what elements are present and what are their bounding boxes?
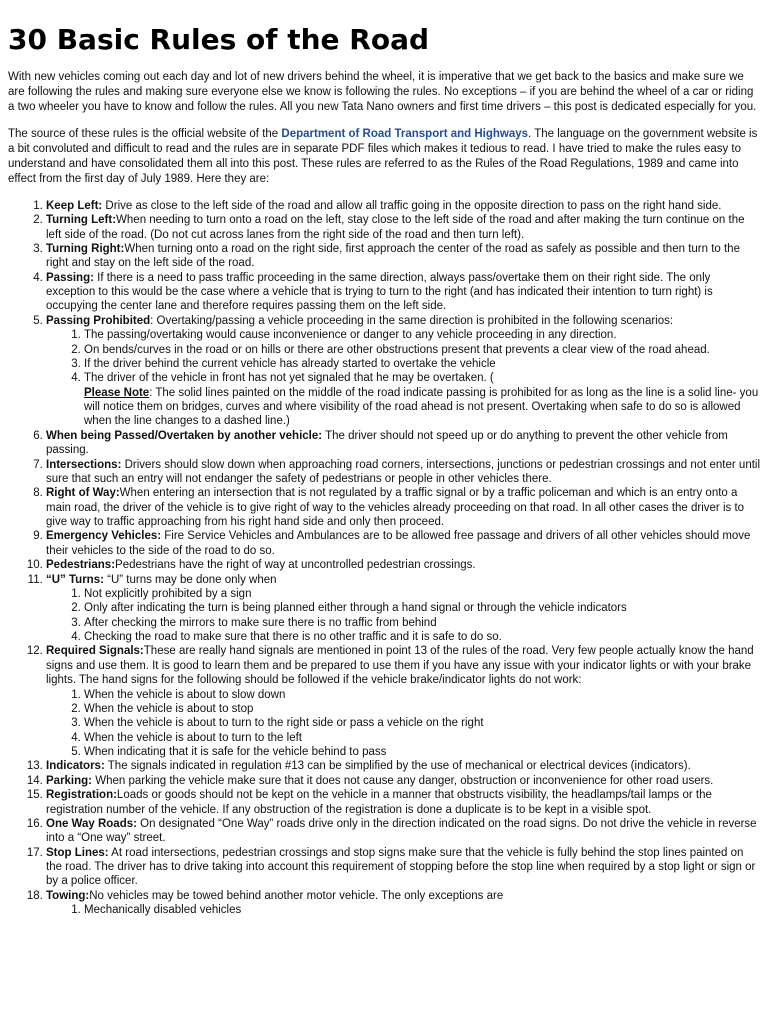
rule-sublist (46, 328, 760, 429)
rule-label: Turning Left: (46, 214, 117, 227)
rule-subitem-text: The passing/overtaking would cause inconvenience or danger to any vehicle proceeding in any direction. (84, 329, 617, 342)
rule-item (46, 644, 760, 759)
rule-subitem (84, 716, 760, 730)
rule-text: No vehicles may be towed behind another motor vehicle. The only exceptions are (89, 889, 504, 902)
rule-text: When entering an intersection that is not regulated by a traffic signal or by a traffic policeman and which is an entry onto a main road, the driver of the vehicle is to give right of way to the vehicles already proceeding on that road. In all other cases the driver is to give way to traffic approaching from his right hand side and only then proceed. (46, 487, 745, 528)
rule-item (46, 213, 760, 242)
rule-subitem (84, 616, 760, 630)
rule-subitem (84, 371, 760, 429)
rule-text: Drive as close to the left side of the road and allow all traffic going in the opposite direction to pass on the right hand side. (102, 199, 722, 212)
rule-item (46, 846, 760, 889)
rule-item (46, 242, 760, 271)
rule-item (46, 486, 760, 529)
rule-subitem-text: On bends/curves in the road or on hills or there are other obstructions present that prevents a clear view of the road ahead. (84, 343, 710, 356)
rule-text: Drivers should slow down when approaching road corners, intersections, junctions or pedestrian crossings and not enter until sure that such an entry will not endanger the safety of pedestrians or people in other vehicles there. (46, 458, 761, 485)
rule-subitem-text: When the vehicle is about to stop (84, 702, 254, 715)
rule-label: Stop Lines: (46, 846, 109, 859)
rule-item (46, 788, 760, 817)
rule-text: The driver should not speed up or do anything to prevent the other vehicle from passing. (46, 429, 728, 457)
rule-subitem-text: When the vehicle is about to turn to the right side or pass a vehicle on the right (84, 717, 484, 730)
rule-text: : Overtaking/passing a vehicle proceeding in the same direction is prohibited in the following scenarios: (150, 314, 674, 327)
rule-subitem (84, 630, 760, 644)
rule-text: When turning onto a road on the right side, first approach the center of the road as safely as possible and then turn to the right and stay on the left side of the road. (46, 242, 740, 270)
rule-label: Passing: (46, 271, 94, 284)
rule-sublist (46, 688, 760, 760)
rule-label: When being Passed/Overtaken by another vehicle: (46, 429, 323, 442)
rule-label: Required Signals: (46, 645, 144, 658)
source-paragraph (8, 127, 760, 187)
page-title: 30 Basic Rules of the Road (8, 23, 430, 56)
rule-subitem (84, 357, 760, 371)
rule-item (46, 889, 760, 918)
rule-subitem (84, 688, 760, 702)
rule-item (46, 558, 760, 572)
rule-text: “U” turns may be done only when (103, 573, 277, 586)
rule-text: These are really hand signals are mentioned in point 13 of the rules of the road. Very few people actually know the hand signs and use them. It is good to learn them and be prepared to use them if you have any issue with your indicator lights or with your brake lights. The hand signs for the following should be followed if the vehicle brake/indicator lights do not work: (46, 645, 754, 687)
rule-label: One Way Roads: (46, 817, 137, 830)
rule-label: Towing: (46, 889, 90, 902)
rule-subitem-text: The driver of the vehicle in front has not yet signaled that he may be overtaken. ( (84, 372, 494, 385)
rule-text: If there is a need to pass traffic proceeding in the same direction, always pass/overtake them on their right side. The only exception to this would be the case where a vehicle that is trying to turn to the right (and has indicated their intention to turn right) is occupying the center lane and therefore requires passing them on the left side. (46, 271, 713, 313)
rule-label: Pedestrians: (46, 559, 116, 572)
rule-text: Loads or goods should not be kept on the vehicle in a manner that obstructs visibility, the headlamps/tail lamps or the registration number of the vehicle. If any obstruction of the registration is done a duplicate is to be kept in a visible spot. (46, 789, 712, 816)
rule-subitem-text: Only after indicating the turn is being planned either through a hand signal or through the vehicle indicators (84, 602, 627, 615)
rule-item (46, 458, 760, 487)
intro-paragraph: With new vehicles coming out each day and lot of new drivers behind the wheel, it is imperative that we get back to the basics and make sure we are following the rules and making sure everyone else we know is following the rules. No exceptions – if you are behind the wheel of a car or riding a two wheeler you have to know and follow the rules. All you new Tata Nano owners and first time drivers – this post is dedicated especially for you. (8, 71, 757, 114)
rule-text: Pedestrians have the right of way at uncontrolled pedestrian crossings. (115, 559, 476, 572)
rule-subitem (84, 731, 760, 745)
rule-label: Right of Way: (46, 487, 120, 500)
rule-subitem (84, 702, 760, 716)
rule-subitem (84, 328, 760, 342)
source-text-before: The source of these rules is the official website of the (8, 128, 282, 140)
rule-text: The signals indicated in regulation #13 can be simplified by the use of mechanical or electrical devices (indicators). (104, 760, 691, 773)
rule-label: Intersections: (46, 458, 122, 471)
rule-text: Fire Service Vehicles and Ambulances are to be allowed free passage and drivers of all other vehicles should move their vehicles to the side of the road to do so. (46, 530, 751, 557)
rule-text: When needing to turn onto a road on the left, stay close to the left side of the road and after making the turn continue on the left side of the road. (Do not cut across lanes from the right side of the road and then turn left). (46, 214, 745, 241)
rule-label: Parking: (46, 774, 93, 787)
rule-subitem (84, 601, 760, 615)
rule-item (46, 573, 760, 645)
please-note-text: : The solid lines painted on the middle of the road indicate passing is prohibited for as long as the line is a solid line- you will notice them on bridges, curves and where visibility of the road ahead is not present. Overtaking when safe to do so is allowed when the line changes to a dashed line.) (84, 386, 759, 428)
rule-item (46, 199, 760, 213)
rule-subitem-text: When the vehicle is about to turn to the left (84, 731, 302, 744)
rule-subitem (84, 343, 760, 357)
rule-subitem-text: If the driver behind the current vehicle has already started to overtake the vehicle (84, 357, 496, 370)
rule-item (46, 271, 760, 314)
rule-label: Registration: (46, 789, 117, 802)
dort-link[interactable]: Department of Road Transport and Highways (281, 128, 529, 140)
rule-subitem (84, 587, 760, 601)
rule-subitem-text: When the vehicle is about to slow down (84, 688, 286, 701)
rule-subitem (84, 903, 760, 917)
rule-text: At road intersections, pedestrian crossings and stop signs make sure that the vehicle is fully behind the stop lines painted on the road. The driver has to drive taking into account this requirement of stopping before the stop line when required by a stop light or sign or by a police officer. (46, 846, 756, 888)
rule-item (46, 817, 760, 846)
rule-sublist (46, 903, 760, 917)
rule-subitem-text: Mechanically disabled vehicles (84, 904, 242, 917)
rule-label: Keep Left: (46, 199, 103, 212)
rule-item (46, 529, 760, 558)
rule-subitem-text: Checking the road to make sure that there is no other traffic and it is safe to do so. (84, 631, 502, 643)
please-note-label: Please Note (84, 386, 150, 399)
rules-list (8, 199, 760, 918)
rule-label: Emergency Vehicles: (46, 530, 162, 543)
rule-subitem-text: Not explicitly prohibited by a sign (84, 587, 252, 600)
please-note (84, 386, 760, 429)
rule-item (46, 759, 760, 773)
rule-text: When parking the vehicle make sure that it does not cause any danger, obstruction or inconvenience for other road users. (92, 774, 714, 787)
rule-label: Passing Prohibited (46, 314, 151, 327)
source-text-after: . The language on the government website is a bit convoluted and difficult to read and the rules are in separate PDF files which makes it tedious to read. I have tried to make the rules easy to understand and have consolidated them all into this post. These rules are referred to as the Rules of the Road Regulations, 1989 and came into effect from the first day of July 1989. Here they are: (8, 128, 758, 185)
rule-item (46, 774, 760, 788)
rule-sublist (46, 587, 760, 645)
rule-subitem (84, 745, 760, 759)
rule-label: Indicators: (46, 760, 105, 773)
rule-item (46, 314, 760, 429)
rule-text: On designated “One Way” roads drive only in the direction indicated on the road signs. Do not drive the vehicle in reverse into a “One way” street. (46, 817, 757, 845)
rule-subitem-text: When indicating that it is safe for the vehicle behind to pass (84, 746, 387, 758)
rule-label: “U” Turns: (46, 573, 104, 586)
rule-label: Turning Right: (46, 242, 125, 255)
rule-subitem-text: After checking the mirrors to make sure there is no traffic from behind (84, 616, 437, 629)
rule-item (46, 429, 760, 458)
